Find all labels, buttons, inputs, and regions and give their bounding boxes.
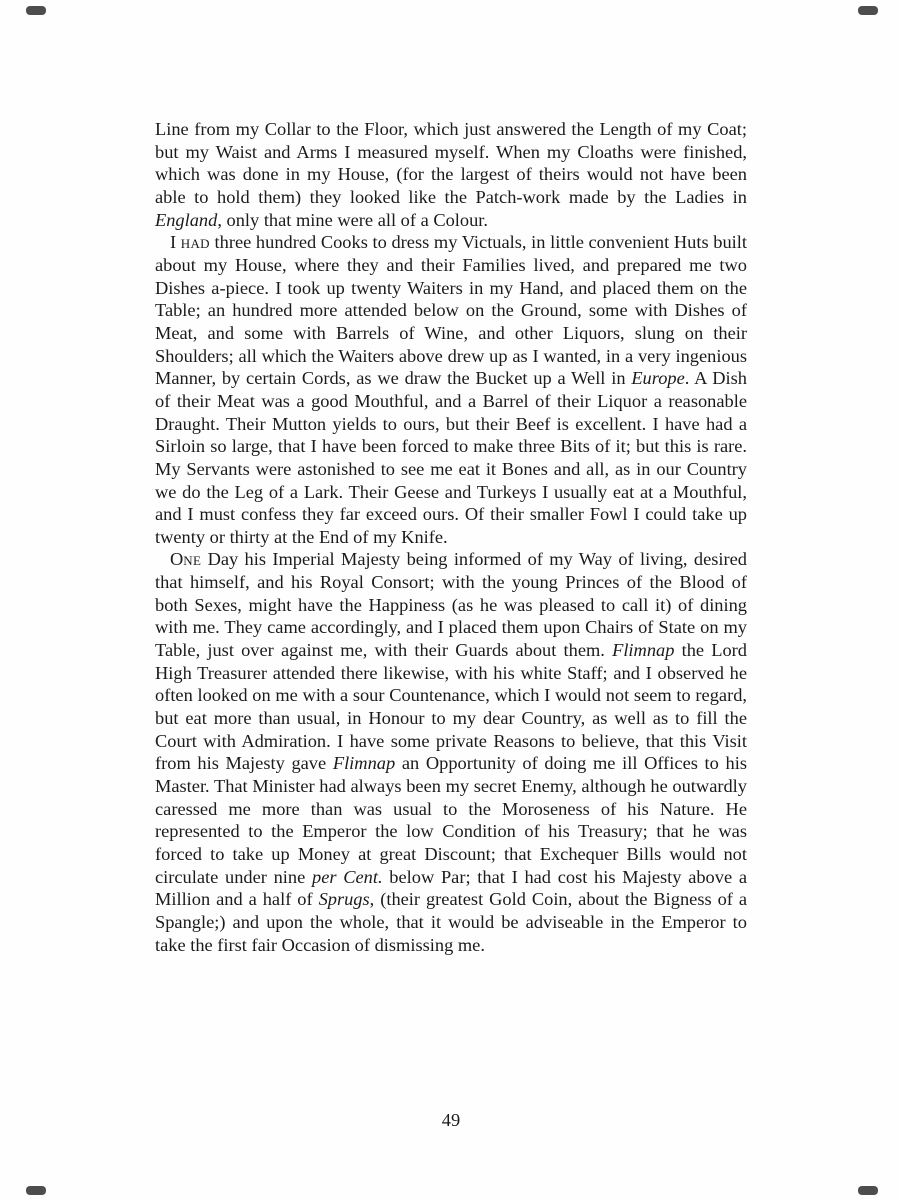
text-run-italic: Flimnap	[332, 753, 396, 774]
text-run-italic: Sprugs	[318, 889, 370, 910]
text-run: an Opportunity of doing me ill Offices to his Master. That Minister had always been my secret Enemy, although he outwardly caressed me more than was usual to the Moroseness of his Nature. He represented to the Emperor the low Condition of his Treasury; that he was forced to take up Money at great Discount; that Exchequer Bills would not circulate under nine	[155, 753, 747, 887]
text-run: below Par; that I had cost his Majesty above a Million and a half of	[155, 866, 747, 910]
text-run-italic: England	[155, 209, 218, 230]
text-run: Line from my Collar to the Floor, which just answered the Length of my Coat; but my Waist and Arms I measured myself. When my Cloaths were finished, which was done in my House, (for the largest of theirs would not have been able to hold them) they looked like the Patch-work made by the Ladies in	[155, 119, 747, 207]
text-run-italic: per Cent.	[312, 866, 383, 887]
text-block	[155, 118, 747, 956]
scan-mark-top-right	[858, 6, 878, 15]
scan-mark-top-left	[26, 6, 46, 15]
scan-mark-bottom-right	[858, 1186, 878, 1195]
text-run: Day his Imperial Majesty being informed of my Way of living, desired that himself, and his Royal Consort; with the young Princes of the Blood of both Sexes, might have the Happiness (as he was pleased to call it) of dining with me. They came accordingly, and I placed them upon Chairs of State on my Table, just over against me, with their Guards about them.	[155, 549, 747, 661]
paragraph	[155, 231, 747, 548]
text-run-italic: Flimnap	[612, 640, 675, 661]
paragraph	[155, 548, 747, 956]
text-run: , only that mine were all of a Colour.	[217, 209, 489, 230]
text-run: O	[170, 549, 184, 570]
page-number: 49	[441, 1110, 461, 1130]
scan-mark-bottom-left	[26, 1186, 46, 1195]
text-run-smallcaps: had	[180, 232, 210, 253]
text-run: , (their greatest Gold Coin, about the Bigness of a Spangle;) and upon the whole, that it would be adviseable in the Emperor to take the first fair Occasion of dismissing me.	[155, 889, 748, 955]
text-run: I	[170, 232, 181, 253]
text-run: . A Dish of their Meat was a good Mouthful, and a Barrel of their Liquor a reasonable Draught. Their Mutton yields to ours, but their Beef is excellent. I have had a Sirloin so large, that I have been forced to make three Bits of it; but this is rare. My Servants were astonished to see me eat it Bones and all, as in our Country we do the Leg of a Lark. Their Geese and Turkeys I usually eat at a Mouthful, and I must confess they far exceed ours. Of their smaller Fowl I could take up twenty or thirty at the End of my Knife.	[155, 368, 747, 547]
text-run-smallcaps: ne	[183, 549, 202, 570]
paragraph	[155, 118, 747, 231]
text-run-italic: Europe	[631, 368, 685, 389]
text-run: the Lord High Treasurer attended there likewise, with his white Staff; and I observed he often looked on me with a sour Countenance, which I would not seem to regard, but eat more than usual, in Honour to my dear Country, as well as to fill the Court with Admiration. I have some private Reasons to believe, that this Visit from his Majesty gave	[155, 640, 747, 774]
text-run: three hundred Cooks to dress my Victuals, in little convenient Huts built about my House, where they and their Families lived, and prepared me two Dishes a-piece. I took up twenty Waiters in my Hand, and placed them on the Table; an hundred more attended below on the Ground, some with Dishes of Meat, and some with Barrels of Wine, and other Liquors, slung on their Shoulders; all which the Waiters above drew up as I wanted, in a very ingenious Manner, by certain Cords, as we draw the Bucket up a Well in	[155, 232, 747, 389]
